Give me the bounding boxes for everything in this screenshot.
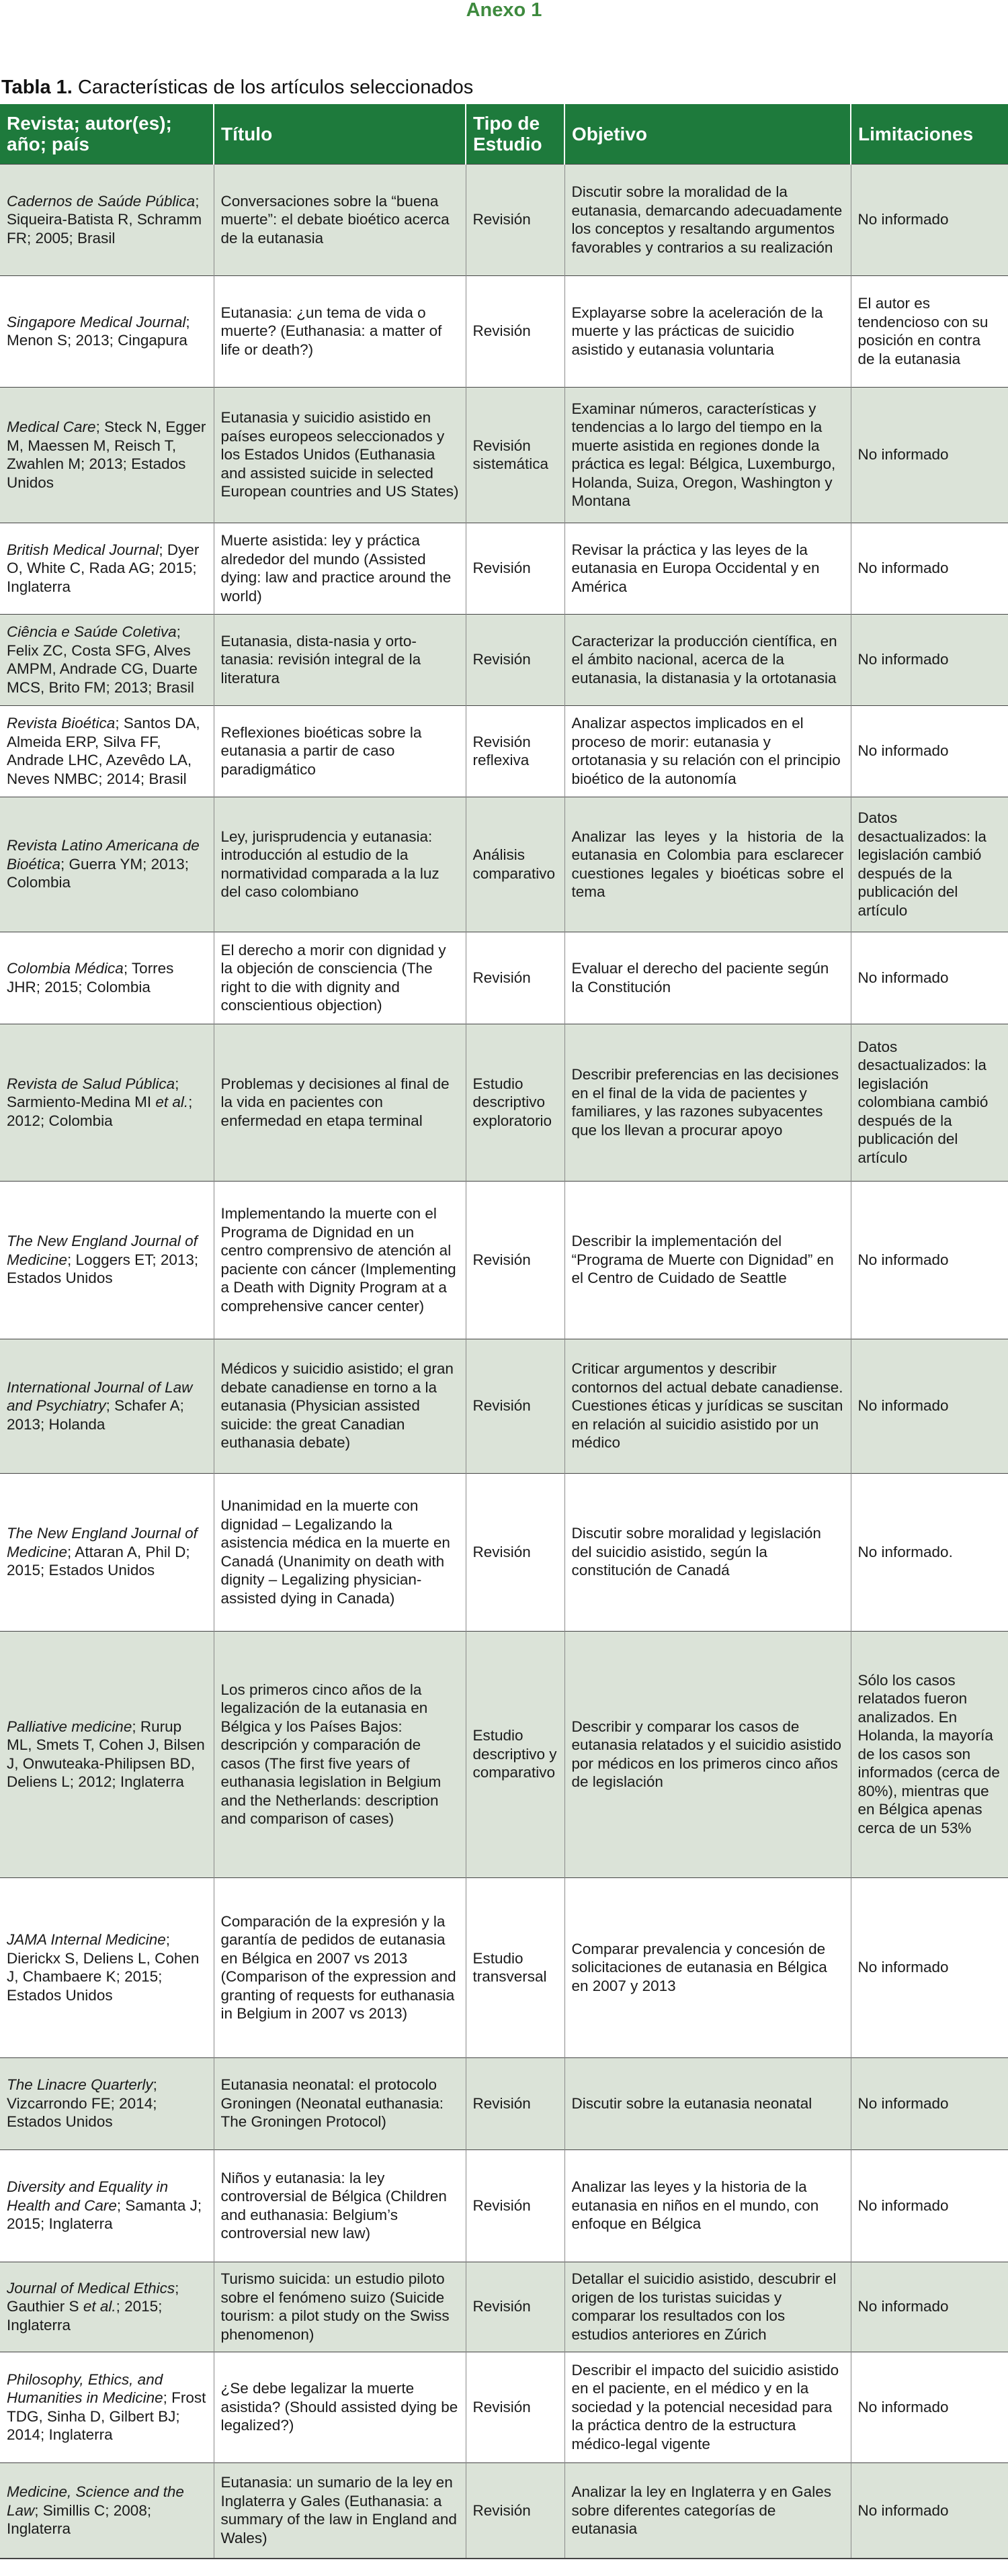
cell-tipo: Revisión — [466, 2262, 564, 2352]
authors-text: ; Felix ZC, Costa SFG, Alves AMPM, Andrade CG, Duarte MCS, Brito FM; 2013; Brasil — [7, 623, 198, 696]
journal-name: The New England Journal of Medicine — [7, 1233, 198, 1268]
table-row — [0, 1339, 1008, 1473]
table-row — [0, 797, 1008, 932]
cell-revista — [0, 1181, 214, 1339]
authors-text: ; Menon S; 2013; Cingapura — [7, 313, 190, 349]
cell-revista — [0, 614, 214, 705]
cell-titulo: Unanimidad en la muerte con dignidad – Legalizando la asistencia médica en la muerte en Canadá (Unanimity on death with dignity – Legalizing physician-assisted dying in Canada) — [214, 1473, 466, 1631]
cell-objetivo: Caracterizar la producción científica, en el ámbito nacional, acerca de la eutanasia, la distanasia y la ortotanasia — [564, 614, 851, 705]
cell-titulo: Conversaciones sobre la “buena muerte”: el debate bioético acerca de la eutanasia — [214, 164, 466, 275]
cell-limitaciones: Sólo los casos relatados fueron analizados. En Holanda, la mayoría de los casos son informados (cerca de 80%), mientras que en Bélgica apenas cerca de un 53% — [851, 1631, 1008, 1877]
cell-revista — [0, 797, 214, 932]
cell-tipo: Revisión — [466, 932, 564, 1024]
cell-titulo: Eutanasia: ¿un tema de vida o muerte? (Euthanasia: a matter of life or death?) — [214, 275, 466, 387]
authors-text: ; Torres JHR; 2015; Colombia — [7, 960, 174, 995]
cell-titulo: Eutanasia neonatal: el protocolo Groningen (Neonatal euthanasia: The Groningen Protocol) — [214, 2057, 466, 2149]
cell-revista — [0, 1024, 214, 1181]
cell-tipo: Revisión — [466, 2057, 564, 2149]
cell-revista — [0, 2057, 214, 2149]
table-row — [0, 387, 1008, 523]
journal-name: Revista Bioética — [7, 715, 116, 731]
authors-text: ; Guerra YM; 2013; Colombia — [7, 855, 189, 891]
table-row — [0, 275, 1008, 387]
cell-titulo: Ley, jurisprudencia y eutanasia: introducción al estudio de la normatividad comparada a la luz del caso colombiano — [214, 797, 466, 932]
table-row — [0, 2149, 1008, 2262]
cell-tipo: Análisis comparativo — [466, 797, 564, 932]
cell-limitaciones: No informado — [851, 1339, 1008, 1473]
cell-revista — [0, 2149, 214, 2262]
cell-tipo: Revisión — [466, 1473, 564, 1631]
table-row — [0, 2057, 1008, 2149]
cell-objetivo: Describir preferencias en las decisiones en el final de la vida de pacientes y familiares, y las razones subyacentes que los llevan a procurar apoyo — [564, 1024, 851, 1181]
cell-tipo: Revisión sistemática — [466, 387, 564, 523]
table-row — [0, 1473, 1008, 1631]
cell-limitaciones: No informado — [851, 2352, 1008, 2462]
authors-text: ; Vizcarrondo FE; 2014; Estados Unidos — [7, 2076, 157, 2131]
annex-title: Anexo 1 — [466, 0, 542, 21]
header-tipo: Tipo de Estudio — [466, 104, 564, 164]
journal-name: Cadernos de Saúde Pública — [7, 192, 196, 210]
cell-revista — [0, 1339, 214, 1473]
table-row — [0, 1631, 1008, 1877]
cell-titulo: Problemas y decisiones al final de la vida en pacientes con enfermedad en etapa terminal — [214, 1024, 466, 1181]
cell-objetivo: Describir el impacto del suicidio asistido en el paciente, en el médico y en la sociedad y la potencial necesidad para la práctica dentro de la estructura médico-legal vigente — [564, 2352, 851, 2462]
cell-tipo: Estudio descriptivo exploratorio — [466, 1024, 564, 1181]
authors-text: ; Steck N, Egger M, Maessen M, Reisch T, Zwahlen M; 2013; Estados Unidos — [7, 418, 206, 491]
authors-tail: ; 2015; Inglaterra — [7, 2298, 163, 2334]
journal-name: Palliative medicine — [7, 1718, 132, 1735]
cell-limitaciones: El autor es tendencioso con su posición en contra de la eutanasia — [851, 275, 1008, 387]
cell-tipo: Revisión — [466, 2352, 564, 2462]
cell-limitaciones: No informado — [851, 932, 1008, 1024]
journal-name: Revista de Salud Pública — [7, 1075, 175, 1092]
authors-etal: et al. — [83, 2298, 116, 2315]
table-row — [0, 932, 1008, 1024]
authors-text: ; Attaran A, Phil D; 2015; Estados Unidos — [7, 1543, 190, 1579]
cell-revista — [0, 387, 214, 523]
header-revista: Revista; autor(es); año; país — [0, 104, 214, 164]
journal-name: International Journal of Law and Psychiatry — [7, 1378, 193, 1415]
table-row — [0, 705, 1008, 797]
table-caption — [1, 74, 473, 101]
cell-limitaciones: No informado — [851, 1181, 1008, 1339]
authors-text: ; Gauthier S — [7, 2279, 179, 2315]
authors-text: ; Loggers ET; 2013; Estados Unidos — [7, 1251, 199, 1287]
cell-objetivo: Comparar prevalencia y concesión de solicitaciones de eutanasia en Bélgica en 2007 y 2013 — [564, 1877, 851, 2057]
cell-limitaciones: No informado — [851, 523, 1008, 614]
articles-table — [0, 104, 1008, 2559]
cell-revista — [0, 164, 214, 275]
authors-text: ; Dyer O, White C, Rada AG; 2015; Inglaterra — [7, 541, 200, 595]
authors-text: ; Schafer A; 2013; Holanda — [7, 1397, 184, 1433]
authors-text: ; Dierickx S, Deliens L, Cohen J, Chambaere K; 2015; Estados Unidos — [7, 1931, 200, 2004]
cell-objetivo: Describir la implementación del “Programa de Muerte con Dignidad” en el Centro de Cuidado de Seattle — [564, 1181, 851, 1339]
cell-revista — [0, 705, 214, 797]
table-row — [0, 164, 1008, 275]
cell-objetivo: Describir y comparar los casos de eutanasia relatados y el suicidio asistido por médicos en los primeros cinco años de legislación — [564, 1631, 851, 1877]
journal-name: JAMA Internal Medicine — [7, 1931, 166, 1948]
table-row — [0, 2352, 1008, 2462]
cell-tipo: Revisión — [466, 2462, 564, 2559]
cell-revista — [0, 2462, 214, 2559]
cell-tipo: Estudio descriptivo y comparativo — [466, 1631, 564, 1877]
table-row — [0, 614, 1008, 705]
cell-revista — [0, 275, 214, 387]
cell-limitaciones: Datos desactualizados: la legislación colombiana cambió después de la publicación del artículo — [851, 1024, 1008, 1181]
cell-revista — [0, 2352, 214, 2462]
cell-tipo: Revisión — [466, 164, 564, 275]
authors-text: ; Samanta J; 2015; Inglaterra — [7, 2196, 202, 2233]
cell-tipo: Revisión — [466, 614, 564, 705]
cell-limitaciones: No informado — [851, 164, 1008, 275]
journal-name: Singapore Medical Journal — [7, 313, 186, 330]
cell-objetivo: Analizar aspectos implicados en el proceso de morir: eutanasia y ortotanasia y su relación con el principio bioético de la autonomía — [564, 705, 851, 797]
authors-text: ; Siqueira-Batista R, Schramm FR; 2005; Brasil — [7, 192, 202, 247]
authors-text: ; Rurup ML, Smets T, Cohen J, Bilsen J, Onwuteaka-Philipsen BD, Deliens L; 2012; Inglaterra — [7, 1718, 205, 1790]
cell-limitaciones: Datos desactualizados: la legislación cambió después de la publicación del artículo — [851, 797, 1008, 932]
cell-titulo: Eutanasia: un sumario de la ley en Inglaterra y Gales (Euthanasia: a summary of the law in England and Wales) — [214, 2462, 466, 2559]
cell-limitaciones: No informado — [851, 614, 1008, 705]
cell-objetivo: Discutir sobre moralidad y legislación del suicidio asistido, según la constitución de Canadá — [564, 1473, 851, 1631]
cell-titulo: Eutanasia y suicidio asistido en países europeos seleccionados y los Estados Unidos (Euthanasia and assisted suicide in selected European countries and US States) — [214, 387, 466, 523]
cell-revista — [0, 2262, 214, 2352]
table-row — [0, 1181, 1008, 1339]
cell-limitaciones: No informado — [851, 1877, 1008, 2057]
journal-name: Ciência e Saúde Coletiva — [7, 623, 177, 640]
cell-limitaciones: No informado — [851, 2262, 1008, 2352]
cell-titulo: Los primeros cinco años de la legalización de la eutanasia en Bélgica y los Países Bajos: descripción y comparación de casos (The first five years of euthanasia legislation in Belgium and the Netherlands: description and comparison of cases) — [214, 1631, 466, 1877]
cell-objetivo: Detallar el suicidio asistido, descubrir el origen de los turistas suicidas y comparar los resultados con los estudios anteriores en Zúrich — [564, 2262, 851, 2352]
table-row — [0, 2462, 1008, 2559]
header-titulo: Título — [214, 104, 466, 164]
cell-objetivo: Explayarse sobre la aceleración de la muerte y las prácticas de suicidio asistido y eutanasia voluntaria — [564, 275, 851, 387]
cell-objetivo: Analizar la ley en Inglaterra y en Gales sobre diferentes categorías de eutanasia — [564, 2462, 851, 2559]
cell-titulo: Reflexiones bioéticas sobre la eutanasia a partir de caso paradigmático — [214, 705, 466, 797]
table-row — [0, 1877, 1008, 2057]
cell-objetivo: Revisar la práctica y las leyes de la eutanasia en Europa Occidental y en América — [564, 523, 851, 614]
header-objetivo: Objetivo — [564, 104, 851, 164]
cell-titulo: El derecho a morir con dignidad y la objeción de consciencia (The right to die with dignity and conscientious objection) — [214, 932, 466, 1024]
journal-name: Diversity and Equality in Health and Care — [7, 2178, 169, 2214]
cell-objetivo: Discutir sobre la moralidad de la eutanasia, demarcando adecuadamente los conceptos y resaltando argumentos favorables y contrarios a su realización — [564, 164, 851, 275]
cell-tipo: Revisión — [466, 1339, 564, 1473]
authors-text: ; Sarmiento-Medina MI — [7, 1075, 179, 1111]
cell-titulo: Implementando la muerte con el Programa de Dignidad en un centro comprensivo de atención al paciente con cáncer (Implementing a Death with Dignity Program at a comprehensive cancer center) — [214, 1181, 466, 1339]
cell-titulo: Niños y eutanasia: la ley controversial de Bélgica (Children and euthanasia: Belgium’s controversial new law) — [214, 2149, 466, 2262]
cell-limitaciones: No informado — [851, 2462, 1008, 2559]
cell-tipo: Revisión — [466, 1181, 564, 1339]
cell-revista — [0, 1473, 214, 1631]
cell-limitaciones: No informado — [851, 2149, 1008, 2262]
cell-limitaciones: No informado. — [851, 1473, 1008, 1631]
table-row — [0, 1024, 1008, 1181]
authors-text: ; Santos DA, Almeida ERP, Silva FF, Andrade LHC, Azevêdo LA, Neves NMBC; 2014; Brasil — [7, 715, 200, 787]
journal-name: The New England Journal of Medicine — [7, 1525, 198, 1560]
journal-name: Philosophy, Ethics, and Humanities in Medicine — [7, 2370, 163, 2406]
table-caption-text: Características de los artículos seleccionados — [77, 77, 474, 98]
cell-revista — [0, 523, 214, 614]
cell-titulo: ¿Se debe legalizar la muerte asistida? (Should assisted dying be legalized?) — [214, 2352, 466, 2462]
cell-tipo: Estudio transversal — [466, 1877, 564, 2057]
cell-objetivo: Analizar las leyes y la historia de la eutanasia en niños en el mundo, con enfoque en Bélgica — [564, 2149, 851, 2262]
journal-name: Revista Latino Americana de Bioética — [7, 837, 200, 873]
cell-objetivo: Discutir sobre la eutanasia neonatal — [564, 2057, 851, 2149]
table-row — [0, 523, 1008, 614]
table-row — [0, 2262, 1008, 2352]
cell-titulo: Eutanasia, dista-nasia y orto-tanasia: revisión integral de la literatura — [214, 614, 466, 705]
authors-text: ; Simillis C; 2008; Inglaterra — [7, 2501, 152, 2537]
journal-name: Medicine, Science and the Law — [7, 2483, 184, 2519]
cell-revista — [0, 1877, 214, 2057]
cell-limitaciones: No informado — [851, 2057, 1008, 2149]
cell-titulo: Turismo suicida: un estudio piloto sobre el fenómeno suizo (Suicide tourism: a pilot study on the Swiss phenomenon) — [214, 2262, 466, 2352]
cell-limitaciones: No informado — [851, 387, 1008, 523]
cell-titulo: Comparación de la expresión y la garantía de pedidos de eutanasia en Bélgica en 2007 vs 2013 (Comparison of the expression and granting of requests for euthanasia in Belgium in 2007 vs 2013) — [214, 1877, 466, 2057]
cell-titulo: Médicos y suicidio asistido; el gran debate canadiense en torno a la eutanasia (Physician assisted suicide: the great Canadian euthanasia debate) — [214, 1339, 466, 1473]
authors-etal: et al. — [155, 1094, 189, 1111]
table-label: Tabla 1. — [1, 77, 73, 98]
cell-objetivo: Criticar argumentos y describir contornos del actual debate canadiense. Cuestiones éticas y jurídicas se suscitan en relación al suicidio asistido por un médico — [564, 1339, 851, 1473]
journal-name: Medical Care — [7, 418, 96, 435]
authors-tail: ; 2012; Colombia — [7, 1094, 193, 1129]
cell-tipo: Revisión — [466, 2149, 564, 2262]
cell-objetivo: Analizar las leyes y la historia de la eutanasia en Colombia para esclarecer cuestiones legales y bioéticas sobre el tema — [564, 797, 851, 932]
header-limitaciones: Limitaciones — [851, 104, 1008, 164]
cell-titulo: Muerte asistida: ley y práctica alrededor del mundo (Assisted dying: law and practice around the world) — [214, 523, 466, 614]
cell-revista — [0, 1631, 214, 1877]
journal-name: British Medical Journal — [7, 541, 159, 558]
journal-name: Colombia Médica — [7, 960, 124, 977]
cell-objetivo: Examinar números, características y tendencias a lo largo del tiempo en la muerte asistida en regiones donde la práctica es legal: Bélgica, Luxemburgo, Holanda, Suiza, Oregon, Washington y Montana — [564, 387, 851, 523]
authors-text: ; Frost TDG, Sinha D, Gilbert BJ; 2014; Inglaterra — [7, 2389, 206, 2443]
cell-tipo: Revisión reflexiva — [466, 705, 564, 797]
cell-tipo: Revisión — [466, 523, 564, 614]
cell-objetivo: Evaluar el derecho del paciente según la Constitución — [564, 932, 851, 1024]
cell-limitaciones: No informado — [851, 705, 1008, 797]
cell-tipo: Revisión — [466, 275, 564, 387]
journal-name: Journal of Medical Ethics — [7, 2279, 175, 2297]
cell-revista — [0, 932, 214, 1024]
journal-name: The Linacre Quarterly — [7, 2076, 153, 2094]
